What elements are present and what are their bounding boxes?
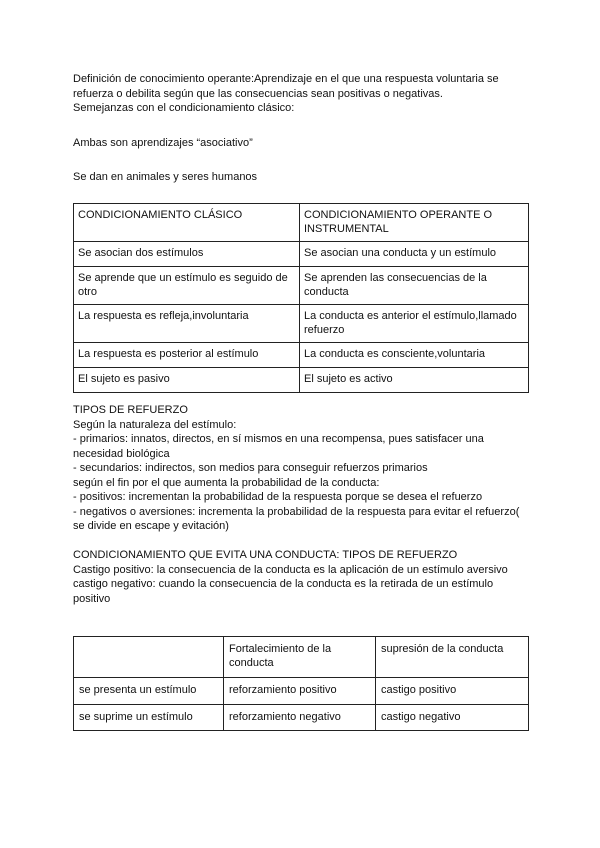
header-fortalecimiento: Fortalecimiento de la conducta (224, 637, 376, 678)
castigo-table (73, 636, 529, 731)
table-cell: reforzamiento positivo (224, 678, 376, 705)
table-cell: se suprime un estímulo (74, 704, 224, 731)
similarity-1: Ambas son aprendizajes “asociativo” (73, 136, 253, 149)
refuerzo-line: - secundarios: indirectos, son medios para conseguir refuerzos primarios (73, 462, 428, 474)
refuerzo-line: Según la naturaleza del estímulo: (73, 418, 237, 431)
refuerzo-line: según el fin por el que aumenta la probabilidad de la conducta: (73, 476, 380, 489)
table-cell: castigo positivo (376, 678, 529, 705)
table-cell: La conducta es anterior el estímulo,llamado refuerzo (300, 305, 529, 343)
header-operante: CONDICIONAMIENTO OPERANTE O INSTRUMENTAL (300, 204, 529, 242)
table-row (74, 368, 529, 393)
refuerzo-section (73, 403, 533, 534)
refuerzo-line: - negativos o aversiones: incrementa la probabilidad de la respuesta para evitar el refuerzo( se divide en escape y evitación) (73, 505, 520, 532)
header-supresion: supresión de la conducta (376, 637, 529, 678)
table-row (74, 678, 529, 705)
header-clasico: CONDICIONAMIENTO CLÁSICO (74, 204, 300, 242)
refuerzo-title: TIPOS DE REFUERZO (73, 404, 188, 416)
table-cell: El sujeto es pasivo (74, 368, 300, 393)
intro-section (73, 72, 533, 185)
table-header-row (74, 204, 529, 242)
comparison-table (73, 203, 529, 393)
table-cell: La respuesta es posterior al estímulo (74, 343, 300, 368)
table-header-row (74, 637, 529, 678)
definition-line-2: refuerza o debilita según que las consecuencias sean positivas o negativas. (73, 87, 443, 100)
table-cell: La conducta es consciente,voluntaria (300, 343, 529, 368)
table-cell: La respuesta es refleja,involuntaria (74, 305, 300, 343)
evita-section (73, 548, 533, 606)
evita-title: CONDICIONAMIENTO QUE EVITA UNA CONDUCTA: TIPOS DE REFUERZO (73, 549, 458, 561)
table-cell: El sujeto es activo (300, 368, 529, 393)
refuerzo-line: - primarios: innatos, directos, en sí mismos en una recompensa, pues satisfacer una necesidad biológica (73, 433, 484, 460)
table-cell: reforzamiento negativo (224, 704, 376, 731)
table-row (74, 704, 529, 731)
table-cell: Se asocian una conducta y un estímulo (300, 242, 529, 267)
similarity-2: Se dan en animales y seres humanos (73, 171, 258, 183)
table-cell: Se aprende que un estímulo es seguido de otro (74, 267, 300, 305)
definition-line-1: Definición de conocimiento operante:Aprendizaje en el que una respuesta voluntaria se (73, 73, 499, 85)
table-row (74, 305, 529, 343)
table-row (74, 267, 529, 305)
table-cell: castigo negativo (376, 704, 529, 731)
table-cell: Se asocian dos estímulos (74, 242, 300, 267)
table-cell (74, 637, 224, 678)
evita-line: castigo negativo: cuando la consecuencia de la conducta es la retirada de un estímulo positivo (73, 578, 494, 605)
evita-line: Castigo positivo: la consecuencia de la conducta es la aplicación de un estímulo aversivo (73, 563, 508, 576)
table-row (74, 343, 529, 368)
similarities-heading: Semejanzas con el condicionamiento clásico: (73, 102, 295, 114)
table-cell: Se aprenden las consecuencias de la conducta (300, 267, 529, 305)
table-row (74, 242, 529, 267)
table-cell: se presenta un estímulo (74, 678, 224, 705)
refuerzo-line: - positivos: incrementan la probabilidad de la respuesta porque se desea el refuerzo (73, 491, 483, 503)
